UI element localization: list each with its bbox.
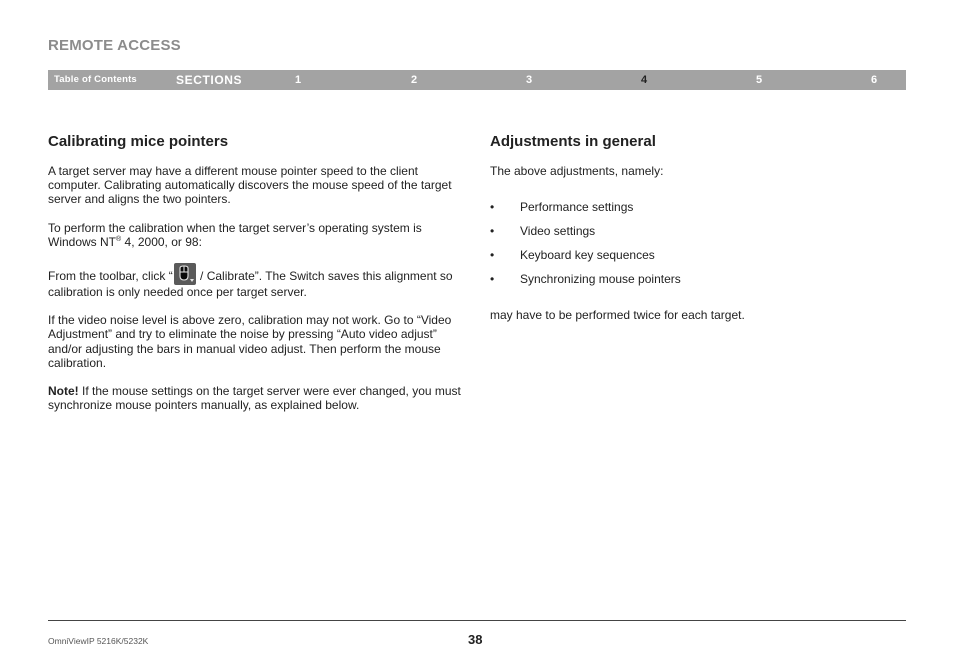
footer-model-name: OmniViewIP 5216K/5232K bbox=[48, 636, 149, 646]
list-item-label: Synchronizing mouse pointers bbox=[520, 271, 681, 286]
note-text: If the mouse settings on the target server were ever changed, you must synchronize mouse pointers manually, as explained below. bbox=[48, 384, 461, 413]
calibration-intro-paragraph: A target server may have a different mouse pointer speed to the client computer. Calibrating automatically discovers the mouse speed of the target server and aligns the two pointers. bbox=[48, 164, 452, 207]
toolbar-text-end: / Calibrate”. The Switch saves this alignment so calibration is only needed once per target server. bbox=[48, 269, 453, 300]
toolbar-text-start: From the toolbar, click “ bbox=[48, 269, 173, 284]
calibration-os-paragraph bbox=[48, 221, 466, 249]
adjustments-heading: Adjustments in general bbox=[490, 133, 656, 150]
toolbar-instruction-paragraph bbox=[48, 263, 466, 299]
os-text-end: 4, 2000, or 98: bbox=[121, 234, 202, 249]
registered-mark: ® bbox=[116, 235, 122, 243]
nav-sections-label: SECTIONS bbox=[176, 73, 243, 87]
nav-table-of-contents-link[interactable]: Table of Contents bbox=[54, 74, 137, 85]
footer-divider bbox=[48, 620, 906, 621]
bullet-icon: • bbox=[490, 271, 495, 286]
nav-section-2-link[interactable]: 2 bbox=[410, 74, 418, 86]
nav-section-5-link[interactable]: 5 bbox=[755, 74, 763, 86]
list-item bbox=[490, 224, 870, 238]
calibrating-heading: Calibrating mice pointers bbox=[48, 133, 229, 150]
bullet-icon: • bbox=[490, 200, 495, 215]
adjustments-outro: may have to be performed twice for each target. bbox=[490, 308, 745, 323]
section-nav-bar bbox=[48, 70, 906, 90]
list-item bbox=[490, 248, 870, 262]
section-title: REMOTE ACCESS bbox=[48, 37, 181, 54]
list-item bbox=[490, 200, 870, 214]
note-paragraph bbox=[48, 384, 466, 412]
bullet-icon: • bbox=[490, 247, 495, 262]
note-label: Note! bbox=[48, 384, 79, 399]
nav-section-4-link[interactable]: 4 bbox=[640, 74, 648, 86]
page-number: 38 bbox=[468, 632, 483, 647]
video-noise-paragraph: If the video noise level is above zero, calibration may not work. Go to “Video Adjustment” and try to eliminate the noise by pressing “Auto video adjust” and/or adjusting the bars in manual video adjust. Then perform the mouse calibration. bbox=[48, 313, 452, 370]
os-text-start: To perform the calibration when the target server’s operating system is Windows NT bbox=[48, 220, 422, 249]
adjustments-list bbox=[490, 200, 870, 286]
list-item-label: Keyboard key sequences bbox=[520, 247, 655, 262]
list-item-label: Performance settings bbox=[520, 200, 634, 215]
nav-section-6-link[interactable]: 6 bbox=[870, 74, 878, 86]
nav-section-3-link[interactable]: 3 bbox=[525, 74, 533, 86]
left-column bbox=[48, 133, 466, 426]
nav-section-1-link[interactable]: 1 bbox=[294, 74, 302, 86]
mouse-calibrate-icon bbox=[174, 263, 196, 285]
bullet-icon: • bbox=[490, 224, 495, 239]
adjustments-intro: The above adjustments, namely: bbox=[490, 164, 664, 178]
list-item bbox=[490, 272, 870, 286]
list-item-label: Video settings bbox=[520, 224, 596, 239]
right-column bbox=[490, 133, 870, 336]
